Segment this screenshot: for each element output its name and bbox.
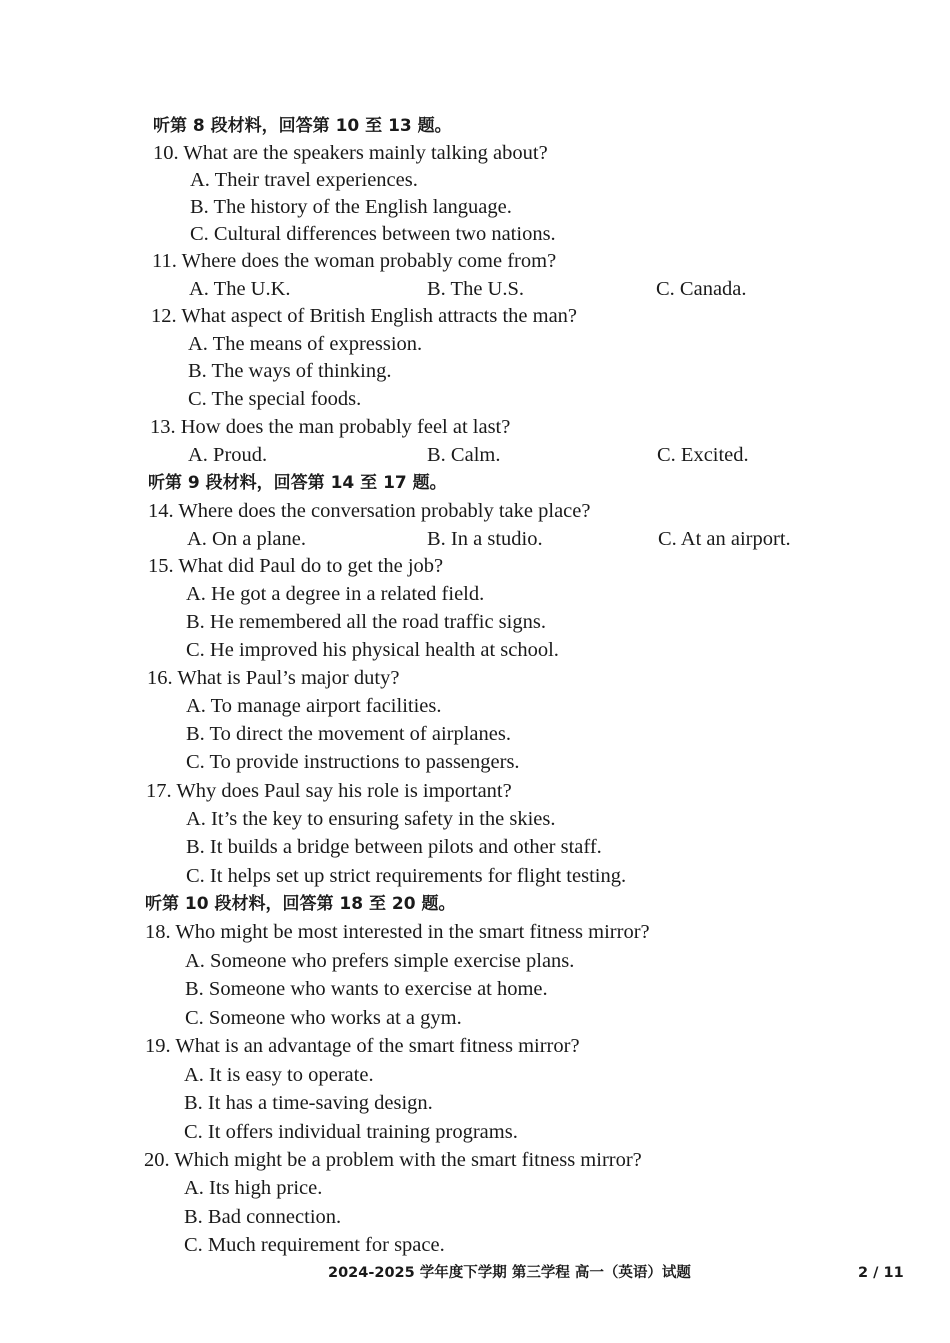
option-c: C. He improved his physical health at school. <box>186 639 559 661</box>
option-c: C. Much requirement for space. <box>184 1234 445 1256</box>
option-b: B. Calm. <box>427 444 501 466</box>
option-b: B. The U.S. <box>427 278 525 300</box>
option-a: A. It is easy to operate. <box>184 1064 374 1086</box>
option-b: B. Bad connection. <box>184 1206 342 1228</box>
option-c: C. Excited. <box>657 444 749 466</box>
question-stem: 19. What is an advantage of the smart fitness mirror? <box>145 1035 580 1057</box>
question-stem: 16. What is Paul’s major duty? <box>147 667 400 689</box>
option-a: A. Their travel experiences. <box>190 169 418 191</box>
question-stem: 14. Where does the conversation probably take place? <box>148 500 591 522</box>
question-stem: 11. Where does the woman probably come from? <box>152 250 557 272</box>
question-stem: 13. How does the man probably feel at last? <box>150 416 511 438</box>
option-c: C. At an airport. <box>658 528 791 550</box>
question-stem: 17. Why does Paul say his role is important? <box>146 780 512 802</box>
option-a: A. He got a degree in a related field. <box>186 583 485 605</box>
option-a: A. To manage airport facilities. <box>186 695 442 717</box>
section-heading: 听第 8 段材料，回答第 10 至 13 题。 <box>153 116 452 136</box>
option-b: B. The ways of thinking. <box>188 360 392 382</box>
option-a: A. The U.K. <box>189 278 291 300</box>
option-c: C. Someone who works at a gym. <box>185 1007 462 1029</box>
option-b: B. It has a time-saving design. <box>184 1092 433 1114</box>
option-c: C. To provide instructions to passengers. <box>186 751 520 773</box>
option-a: A. Its high price. <box>184 1177 323 1199</box>
option-a: A. Someone who prefers simple exercise plans. <box>185 950 575 972</box>
question-stem: 18. Who might be most interested in the smart fitness mirror? <box>145 921 650 943</box>
option-a: A. The means of expression. <box>188 333 423 355</box>
section-heading: 听第 9 段材料，回答第 14 至 17 题。 <box>148 473 447 493</box>
section-heading: 听第 10 段材料，回答第 18 至 20 题。 <box>145 894 456 914</box>
question-stem: 15. What did Paul do to get the job? <box>148 555 444 577</box>
option-a: A. It’s the key to ensuring safety in the skies. <box>186 808 556 830</box>
option-c: C. The special foods. <box>188 388 362 410</box>
question-stem: 20. Which might be a problem with the smart fitness mirror? <box>144 1149 642 1171</box>
option-b: B. It builds a bridge between pilots and other staff. <box>186 836 602 858</box>
footer-title: 2024-2025 学年度下学期 第三学程 高一（英语）试题 <box>328 1265 691 1281</box>
question-stem: 12. What aspect of British English attracts the man? <box>151 305 578 327</box>
option-b: B. To direct the movement of airplanes. <box>186 723 511 745</box>
option-b: B. He remembered all the road traffic signs. <box>186 611 546 633</box>
option-c: C. Canada. <box>656 278 747 300</box>
option-a: A. On a plane. <box>187 528 306 550</box>
option-c: C. It helps set up strict requirements for flight testing. <box>186 865 627 887</box>
option-b: B. In a studio. <box>427 528 543 550</box>
question-stem: 10. What are the speakers mainly talking about? <box>153 142 548 164</box>
option-a: A. Proud. <box>188 444 268 466</box>
option-c: C. It offers individual training programs. <box>184 1121 518 1143</box>
option-b: B. Someone who wants to exercise at home. <box>185 978 548 1000</box>
option-c: C. Cultural differences between two nations. <box>190 223 556 245</box>
option-b: B. The history of the English language. <box>190 196 512 218</box>
page-number: 2 / 11 <box>858 1265 904 1281</box>
